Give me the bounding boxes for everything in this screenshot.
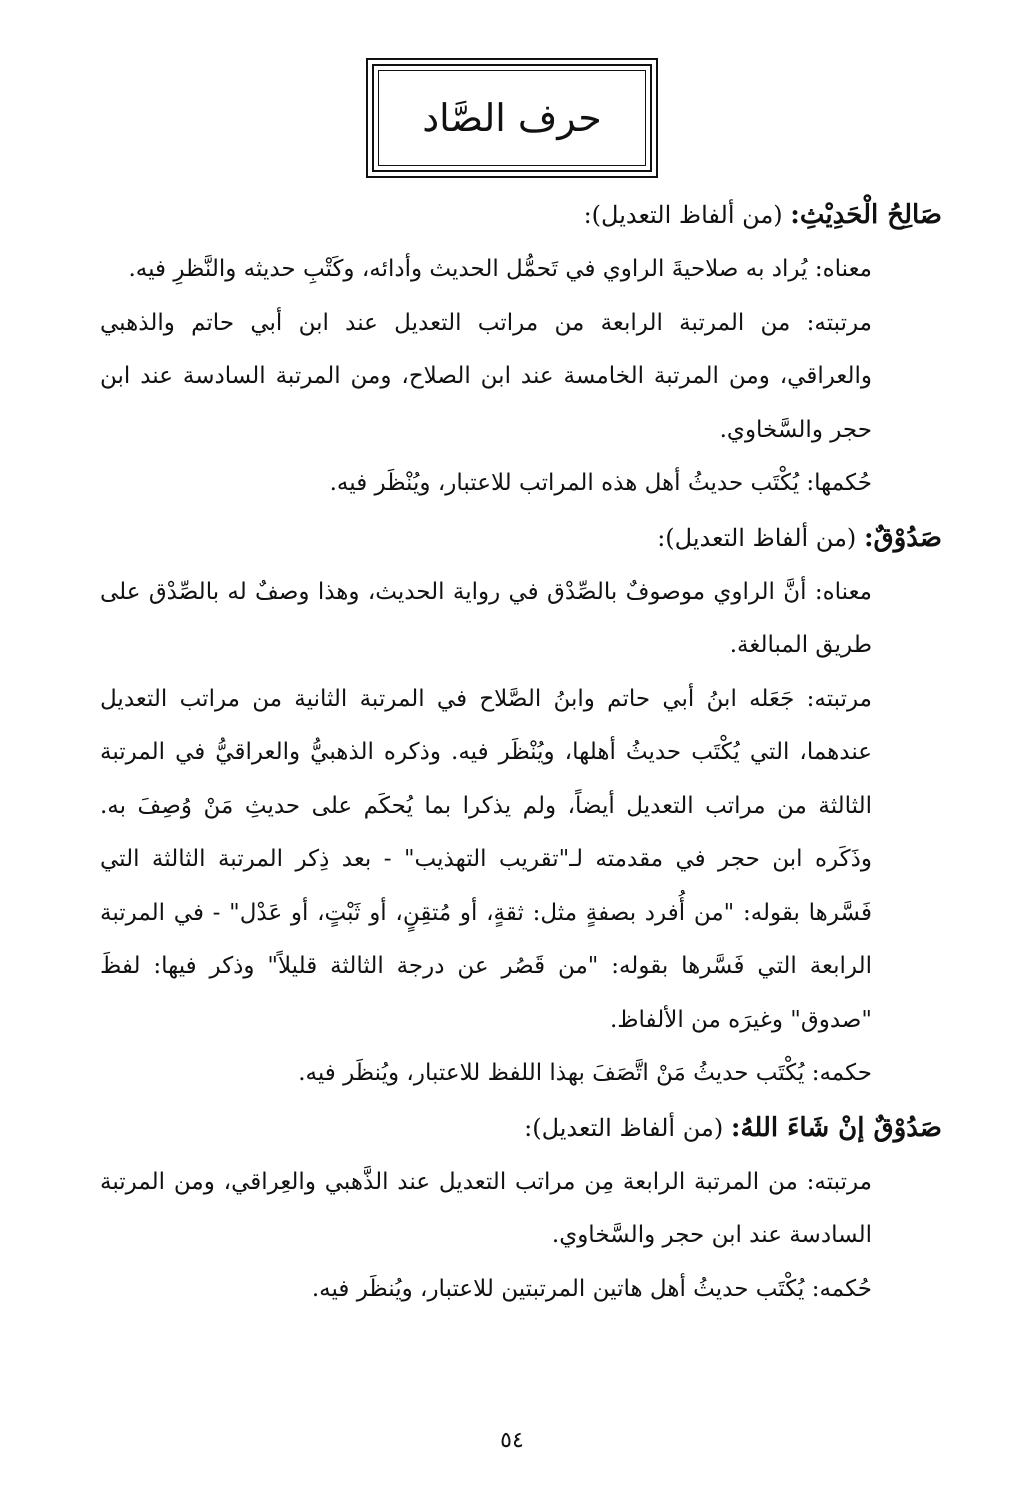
title-frame-inner-border	[372, 64, 652, 172]
entry-ruling: حُكمها: يُكْتَب حديثُ أهل هذه المراتب للاعتبار، ويُنْظَر فيه.	[329, 470, 872, 496]
entry-rank: مرتبته: جَعَله ابنُ أبي حاتم وابنُ الصَّلاح في المرتبة الثانية من مراتب التعديل عندهما، التي يُكْتَب حديثُ أهلها، ويُنْظَر فيه. وذكره الذهبيُّ والعراقيُّ في المرتبة الثالثة من مراتب التعديل أيضاً، ولم يذكرا بما يُحكَم على حديثِ مَنْ وُصِفَ به. وذَكَره ابن حجر في مقدمته لـ"تقريب التهذيب" - بعد ذِكر المرتبة الثالثة التي فَسَّرها بقوله: "من أُفرد بصفةٍ مثل: ثقةٍ، أو مُتقِنٍ، أو ثَبْتٍ، أو عَدْل" - في المرتبة الرابعة التي فَسَّرها بقوله: "من قَصُر عن درجة الثالثة قليلاً" وذكر فيها: لفظَ "صدوق" وغيرَه من الألفاظ.	[100, 685, 872, 1033]
entry-ruling: حُكمه: يُكْتَب حديثُ أهل هاتين المرتبتين للاعتبار، ويُنظَر فيه.	[311, 1275, 872, 1302]
page-number: ٥٤	[500, 1428, 524, 1453]
entry-meaning: معناه: يُراد به صلاحيةَ الراوي في تَحمُّل الحديث وأدائه، وكَتْبِ حديثه والنَّظرِ فيه.	[128, 256, 872, 282]
entry-heading	[100, 188, 942, 243]
entry-rank: مرتبته: من المرتبة الرابعة مِن مراتب التعديل عند الذَّهبي والعِراقي، ومن المرتبة السادسة عند ابن حجر والسَّخاوي.	[100, 1168, 872, 1248]
entry-category: (من ألفاظ التعديل):	[657, 523, 864, 552]
entry-term: صَالِحُ الْحَدِيْثِ:	[790, 200, 942, 230]
entry-term: صَدُوْقٌ إنْ شَاءَ اللهُ:	[730, 1112, 942, 1143]
entry-meaning: معناه: أنَّ الراوي موصوفٌ بالصِّدْق في رواية الحديث، وهذا وصفٌ له بالصِّدْق على طريق المبالغة.	[100, 578, 872, 658]
entry-category: (من ألفاظ التعديل):	[583, 201, 791, 229]
entry-ruling: حكمه: يُكْتَب حديثُ مَنْ اتَّصَفَ بهذا اللفظ للاعتبار، ويُنظَر فيه.	[298, 1060, 872, 1086]
page-content	[100, 188, 942, 1316]
entry-saduq	[100, 511, 942, 1101]
entry-rank: مرتبته: من المرتبة الرابعة من مراتب التعديل عند ابن أبي حاتم والذهبي والعراقي، ومن المرتبة الخامسة عند ابن الصلاح، ومن المرتبة السادسة عند ابن حجر والسَّخاوي.	[100, 309, 872, 443]
chapter-title-frame	[366, 58, 658, 178]
entry-salih-al-hadith	[100, 188, 942, 511]
title-frame-innermost-border	[378, 70, 646, 166]
entry-saduq-in-shaa-allah	[100, 1101, 942, 1317]
entry-category: (من ألفاظ التعديل):	[524, 1113, 731, 1142]
entry-term: صَدُوْقٌ:	[863, 522, 942, 553]
entry-heading	[100, 511, 942, 566]
chapter-title: حرف الصَّاد	[422, 96, 602, 140]
entry-heading	[100, 1101, 942, 1156]
